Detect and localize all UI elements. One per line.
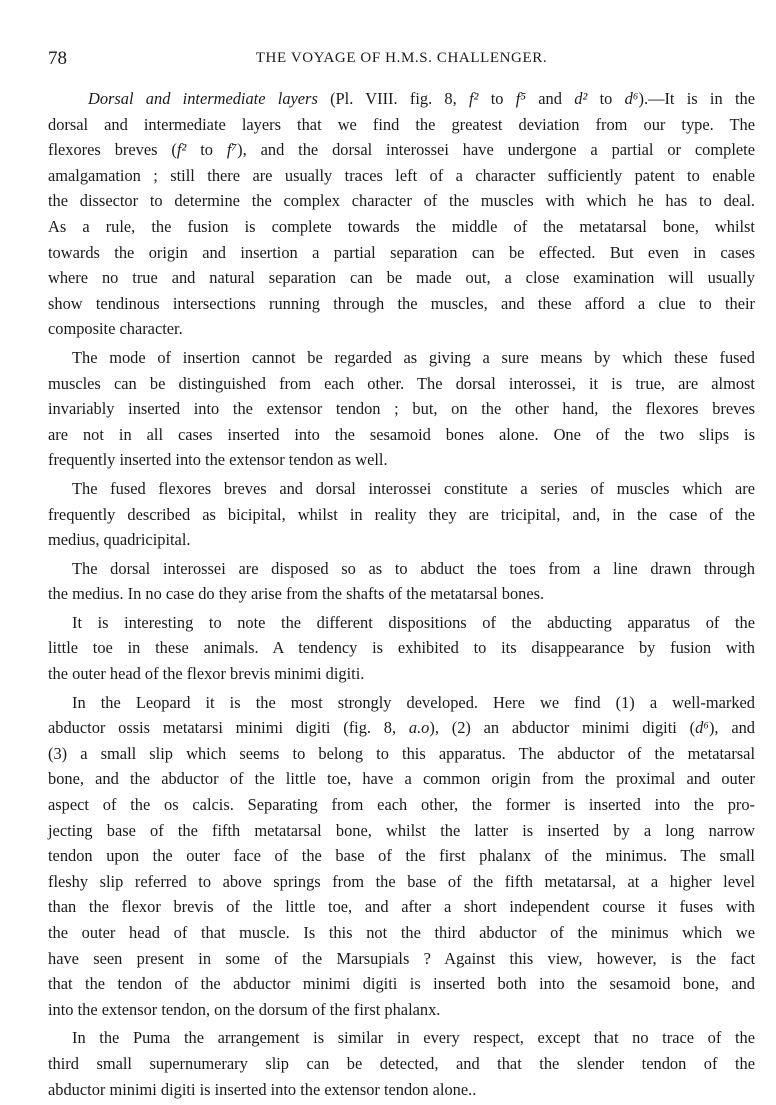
text-line: bone, and the abductor of the little toe, have a common origin from the proximal and outer [48, 769, 755, 789]
italic-text: Dorsal and intermediate layers [88, 89, 318, 108]
text-line: the dissector to determine the complex character of the muscles with which he has to deal. [48, 191, 755, 211]
text-segment: ), and the dorsal interossei have undergone a partial or complete [237, 140, 755, 160]
text-segment: ), (2) an abductor minimi digiti ( [429, 718, 696, 738]
text-line: towards the origin and insertion a partial separation can be effected. But even in cases [48, 242, 755, 262]
text-line: (3) a small slip which seems to belong to this apparatus. The abductor of the metatarsal [48, 743, 755, 763]
italic-text: a.o [408, 718, 430, 738]
paragraph [48, 1025, 755, 1102]
text-segment: (Pl. VIII. fig. 8, [317, 89, 469, 108]
text-line: the medius. In no case do they arise from the shafts of the metatarsal bones. [48, 584, 545, 604]
paragraph [48, 86, 755, 342]
italic-text: d⁶ [624, 89, 639, 108]
text-line: little toe in these animals. A tendency is exhibited to its disappearance by fusion with [48, 638, 755, 658]
text-line: the outer head of the flexor brevis minimi digiti. [48, 664, 365, 684]
italic-text: f² [469, 89, 479, 108]
text-line: amalgamation ; still there are usually traces left of a character sufficiently patent to enable [48, 165, 755, 185]
text-line: As a rule, the fusion is complete towards the middle of the metatarsal bone, whilst [48, 216, 755, 236]
text-line: third small supernumerary slip can be detected, and that the slender tendon of the [48, 1053, 755, 1073]
text-line: than the flexor brevis of the little toe, and after a short independent course it fuses with [48, 897, 755, 917]
paragraph [48, 345, 755, 473]
text-line: medius, quadricipital. [48, 530, 191, 550]
text-line: jecting base of the fifth metatarsal bone, whilst the latter is inserted by a long narrow [48, 820, 755, 840]
running-title: THE VOYAGE OF H.M.S. CHALLENGER. [255, 50, 548, 66]
text-line: composite character. [48, 319, 183, 339]
page-header [48, 48, 755, 72]
text-line: frequently inserted into the extensor tendon as well. [48, 450, 388, 470]
text-segment: flexores breves ( [48, 140, 177, 160]
text-segment: and [526, 89, 575, 108]
text-line: fleshy slip referred to above springs from the base of the fifth metatarsal, at a higher level [48, 871, 755, 891]
text-line: into the extensor tendon, on the dorsum of the first phalanx. [48, 999, 441, 1019]
text-line: It is interesting to note the different dispositions of the abducting apparatus of the [72, 612, 755, 632]
text-line [48, 715, 755, 741]
text-line: The mode of insertion cannot be regarded as giving a sure means by which these fused [72, 347, 755, 367]
paragraph [48, 476, 755, 553]
text-line: show tendinous intersections running through the muscles, and these afford a clue to their [48, 293, 755, 313]
paragraph [48, 690, 755, 1023]
italic-text: d² [574, 89, 588, 108]
text-line: The dorsal interossei are disposed so as to abduct the toes from a line drawn through [72, 558, 755, 578]
italic-text: d⁶ [695, 718, 709, 738]
text-line: abductor minimi digiti is inserted into the extensor tendon alone.. [48, 1079, 477, 1099]
text-line: have seen present in some of the Marsupials ? Against this view, however, is the fact [48, 948, 755, 968]
text-segment: to [186, 140, 227, 160]
italic-text: f⁷ [226, 140, 238, 160]
paragraph [48, 610, 755, 687]
text-segment: to [478, 89, 516, 108]
text-line: frequently described as bicipital, whilst in reality they are tricipital, and, in the case of the [48, 504, 755, 524]
text-line: invariably inserted into the extensor tendon ; but, on the other hand, the flexores breves [48, 399, 755, 419]
paragraph [48, 556, 755, 607]
text-line: In the Puma the arrangement is similar in every respect, except that no trace of the [72, 1028, 755, 1048]
text-line: are not in all cases inserted into the sesamoid bones alone. One of the two slips is [48, 424, 755, 444]
text-line [48, 137, 755, 163]
italic-text: f² [176, 140, 187, 160]
page-body [48, 86, 755, 1105]
text-segment: abductor ossis metatarsi minimi digiti (fig. 8, [48, 718, 409, 738]
text-segment: ), and [708, 718, 755, 738]
text-line: muscles can be distinguished from each other. The dorsal interossei, it is true, are almost [48, 373, 755, 393]
page-number: 78 [48, 48, 67, 69]
text-line: the outer head of that muscle. Is this not the third abductor of the minimus which we [48, 923, 755, 942]
text-segment: ).—It is in the [638, 89, 755, 108]
text-line: dorsal and intermediate layers that we find the greatest deviation from our type. The [48, 114, 755, 134]
text-line: aspect of the os calcis. Separating from each other, the former is inserted into the pro- [48, 795, 755, 815]
text-line [48, 86, 755, 112]
italic-text: f⁵ [515, 89, 527, 108]
text-line: In the Leopard it is the most strongly developed. Here we find (1) a well-marked [72, 692, 755, 712]
text-line: The fused flexores breves and dorsal interossei constitute a series of muscles which are [72, 478, 755, 498]
text-segment: to [587, 89, 625, 108]
text-line: tendon upon the outer face of the base of the first phalanx of the minimus. The small [48, 846, 755, 866]
text-line: that the tendon of the abductor minimi digiti is inserted both into the sesamoid bone, and [48, 974, 755, 994]
text-line: where no true and natural separation can be made out, a close examination will usually [48, 268, 755, 288]
